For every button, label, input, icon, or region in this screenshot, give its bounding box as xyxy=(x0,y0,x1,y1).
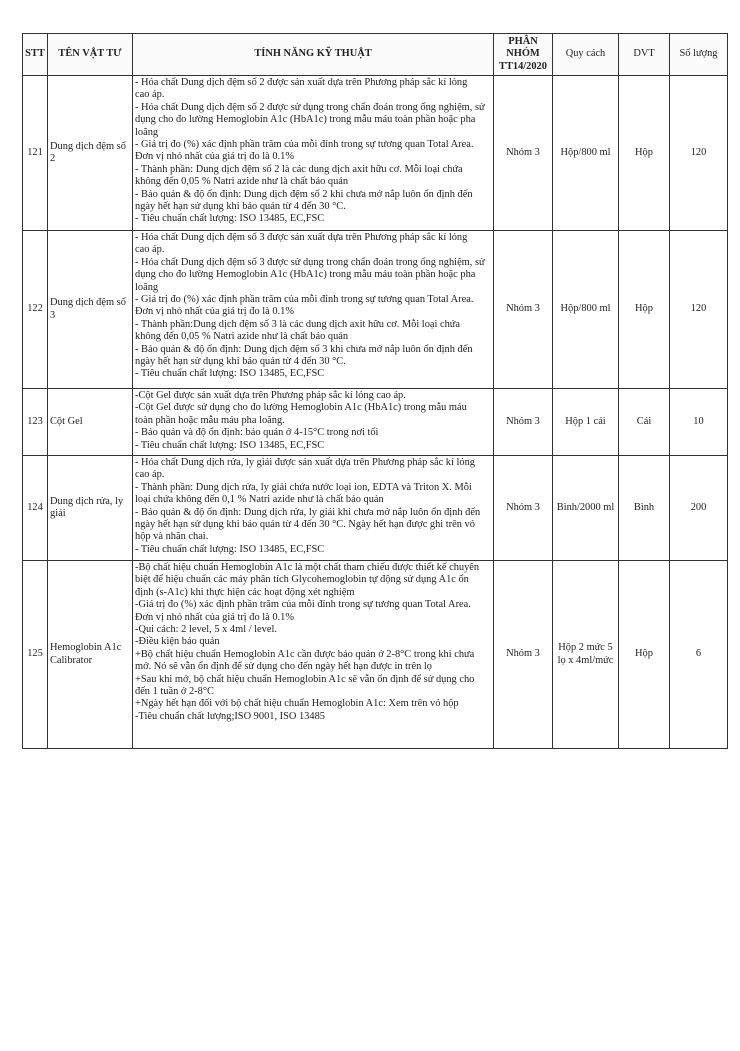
spec-line: - Hóa chất Dung dịch rửa, ly giải được sản xuất dựa trên Phương pháp sắc kí lỏng xyxy=(135,457,475,468)
cell-pack: Bình/2000 ml xyxy=(553,456,619,561)
table-header-row xyxy=(23,34,728,76)
spec-line: ngày hết hạn sử dụng khi bảo quản từ 4 đến 30 °C. xyxy=(135,201,346,213)
spec-line: -Cột Gel được sử dụng cho đo lường Hemoglobin A1c (HbA1c) trong mẫu máu xyxy=(135,402,467,414)
header-unit: DVT xyxy=(619,34,670,76)
table-row xyxy=(23,561,728,749)
cell-group: Nhóm 3 xyxy=(494,456,553,561)
cell-unit: Cái xyxy=(619,389,670,456)
cell-group: Nhóm 3 xyxy=(494,389,553,456)
cell-spec xyxy=(133,231,494,389)
spec-line: toàn phần hoặc mẫu máu pha loãng. xyxy=(135,414,285,426)
cell-group: Nhóm 3 xyxy=(494,76,553,231)
cell-stt: 125 xyxy=(23,561,48,749)
spec-line: - Thành phần:Dung dịch đệm số 3 là các dung dịch axit hữu cơ. Mỗi loại chứa xyxy=(135,318,461,330)
cell-stt: 123 xyxy=(23,389,48,456)
spec-line: - Hóa chất Dung dịch đệm số 2 được sản xuất dựa trên Phương pháp sắc kí lỏng xyxy=(135,77,468,88)
spec-line: loãng xyxy=(135,126,159,138)
spec-line: Đơn vị nhỏ nhất của giá trị đo là 0.1% xyxy=(135,611,295,623)
spec-line: -Bộ chất hiệu chuẩn Hemoglobin A1c là một chất tham chiếu được thiết kế chuyên xyxy=(135,562,480,573)
cell-unit: Hộp xyxy=(619,561,670,749)
cell-spec xyxy=(133,561,494,749)
spec-line: không đến 0,05 % Natri azide như là chất bảo quản xyxy=(135,176,349,188)
spec-line: -Điều kiện bảo quản xyxy=(135,636,220,648)
spec-line: -Cột Gel được sản xuất dựa trên Phương pháp sắc kí lỏng cao áp. xyxy=(135,390,406,401)
spec-line: - Bảo quản & độ ổn định: Dung dịch đệm số 2 khi chưa mở nắp luôn ổn định đến xyxy=(135,188,473,200)
spec-line: Đơn vị nhỏ nhất của giá trị đo là 0.1% xyxy=(135,151,295,163)
cell-spec xyxy=(133,456,494,561)
spec-line: loại chứa không đến 0,1 % Natri azide như là chất bảo quản xyxy=(135,494,384,506)
cell-unit: Hộp xyxy=(619,231,670,389)
cell-name: Dung dịch đệm số 3 xyxy=(48,231,133,389)
spec-line: -Giá trị đo (%) xác định phần trăm của mỗi đỉnh trong sự tương quan Total Area. xyxy=(135,599,471,611)
spec-line: - Hóa chất Dung dịch đệm số 3 được sản xuất dựa trên Phương pháp sắc kí lỏng xyxy=(135,232,468,243)
cell-qty: 120 xyxy=(670,231,728,389)
cell-unit: Hộp xyxy=(619,76,670,231)
spec-line: không đến 0,05 % Natri azide như là chất bảo quản xyxy=(135,331,349,343)
spec-line: đến 1 tuần ở 2-8°C xyxy=(135,686,214,698)
cell-name: Dung dịch đệm số 2 xyxy=(48,76,133,231)
supply-spec-table xyxy=(22,33,728,749)
header-spec: TÍNH NĂNG KỸ THUẬT xyxy=(133,34,494,76)
table-row xyxy=(23,76,728,231)
spec-line: Đơn vị nhỏ nhất của giá trị đo là 0.1% xyxy=(135,306,295,318)
spec-line: - Bảo quản & độ ổn định: Dung dịch đệm số 3 khi chưa mở nắp luôn ổn định đến xyxy=(135,343,473,355)
spec-line: định (s-A1c) khi thực hiện các hoạt động xét nghiệm xyxy=(135,586,355,598)
spec-line: hộp và nhãn chai. xyxy=(135,531,209,543)
cell-name: Dung dịch rửa, ly giải xyxy=(48,456,133,561)
spec-line: dụng cho đo lường Hemoglobin A1c (HbA1c) trong mẫu máu toàn phần hoặc pha xyxy=(135,114,476,126)
cell-name: Cột Gel xyxy=(48,389,133,456)
spec-line: - Giá trị đo (%) xác định phần trăm của mỗi đỉnh trong sự tương quan Total Area. xyxy=(135,294,474,306)
cell-group: Nhóm 3 xyxy=(494,231,553,389)
spec-line: cao áp. xyxy=(135,244,165,256)
spec-line: ngày hết hạn sử dụng khi bảo quản từ 4 đến 30 °C. Ngày hết hạn được ghi trên vỏ xyxy=(135,519,475,531)
spec-line: - Tiêu chuẩn chất lượng: ISO 13485, EC,FSC xyxy=(135,439,325,451)
table-row xyxy=(23,456,728,561)
cell-pack: Hộp/800 ml xyxy=(553,231,619,389)
cell-qty: 10 xyxy=(670,389,728,456)
cell-group: Nhóm 3 xyxy=(494,561,553,749)
cell-pack: Hộp 1 cái xyxy=(553,389,619,456)
header-qty: Số lượng xyxy=(670,34,728,76)
spec-line: - Tiêu chuẩn chất lượng: ISO 13485, EC,FSC xyxy=(135,368,325,380)
table-row xyxy=(23,389,728,456)
spec-line: dụng cho đo lường Hemoglobin A1c (HbA1c) trong mẫu máu toàn phần hoặc pha xyxy=(135,269,476,281)
header-name: TÊN VẬT TƯ xyxy=(48,34,133,76)
spec-line: - Tiêu chuẩn chất lượng: ISO 13485, EC,FSC xyxy=(135,213,325,225)
spec-line: -Tiêu chuẩn chất lượng;ISO 9001, ISO 13485 xyxy=(135,710,325,722)
cell-stt: 121 xyxy=(23,76,48,231)
spec-line: - Thành phần: Dung dịch rửa, ly giải chứa nước loại ion, EDTA và Triton X. Mỗi xyxy=(135,481,472,493)
header-stt: STT xyxy=(23,34,48,76)
spec-line: - Hóa chất Dung dịch đệm số 3 được sử dụng trong chẩn đoán trong ống nghiệm, sử xyxy=(135,256,485,268)
spec-line: biệt để hiệu chuẩn các máy phân tích Glycohemoglobin tự động sử dụng A1c ổn xyxy=(135,574,469,586)
cell-stt: 122 xyxy=(23,231,48,389)
cell-qty: 6 xyxy=(670,561,728,749)
spec-line: - Hóa chất Dung dịch đệm số 2 được sử dụng trong chẩn đoán trong ống nghiệm, sử xyxy=(135,101,485,113)
table-row xyxy=(23,231,728,389)
spec-line: cao áp. xyxy=(135,469,165,481)
cell-pack: Hộp 2 mức 5 lọ x 4ml/mức xyxy=(553,561,619,749)
spec-line: -Qui cách: 2 level, 5 x 4ml / level. xyxy=(135,624,277,636)
spec-line: - Bảo quản và độ ổn định: bảo quản ở 4-15°C trong nơi tối xyxy=(135,427,379,439)
spec-line: +Sau khi mở, bộ chất hiệu chuẩn Hemoglobin A1c sẽ vẫn ổn định để sử dụng cho xyxy=(135,673,475,685)
spec-line: mở. Nó sẽ vẫn ổn định để sử dụng cho đến ngày hết hạn được in trên lọ xyxy=(135,661,432,673)
cell-name: Hemoglobin A1c Calibrator xyxy=(48,561,133,749)
spec-line: loãng xyxy=(135,281,159,293)
cell-qty: 200 xyxy=(670,456,728,561)
spec-line: cao áp. xyxy=(135,89,165,101)
cell-stt: 124 xyxy=(23,456,48,561)
header-group: PHÂN NHÓM TT14/2020 xyxy=(494,34,553,76)
spec-line: +Bộ chất hiệu chuẩn Hemoglobin A1c cần được bảo quản ở 2-8°C trong khi chưa xyxy=(135,648,475,660)
cell-pack: Hộp/800 ml xyxy=(553,76,619,231)
spec-line: - Giá trị đo (%) xác định phần trăm của mỗi đỉnh trong sự tương quan Total Area. xyxy=(135,139,474,151)
spec-line: ngày hết hạn sử dụng khi bảo quản từ 4 đến 30 °C. xyxy=(135,356,346,368)
header-pack: Quy cách xyxy=(553,34,619,76)
cell-spec xyxy=(133,389,494,456)
cell-unit: Bình xyxy=(619,456,670,561)
spec-line: - Bảo quản & độ ổn định: Dung dịch rửa, ly giải khi chưa mở nắp luôn ổn định đến xyxy=(135,506,481,518)
spec-line: - Tiêu chuẩn chất lượng: ISO 13485, EC,FSC xyxy=(135,543,325,555)
cell-qty: 120 xyxy=(670,76,728,231)
spec-line: - Thành phần: Dung dịch đệm số 2 là các dung dịch axit hữu cơ. Mỗi loại chứa xyxy=(135,163,463,175)
spec-line: +Ngày hết hạn đối với bộ chất hiệu chuẩn Hemoglobin A1c: Xem trên vỏ hộp xyxy=(135,698,459,710)
cell-spec xyxy=(133,76,494,231)
